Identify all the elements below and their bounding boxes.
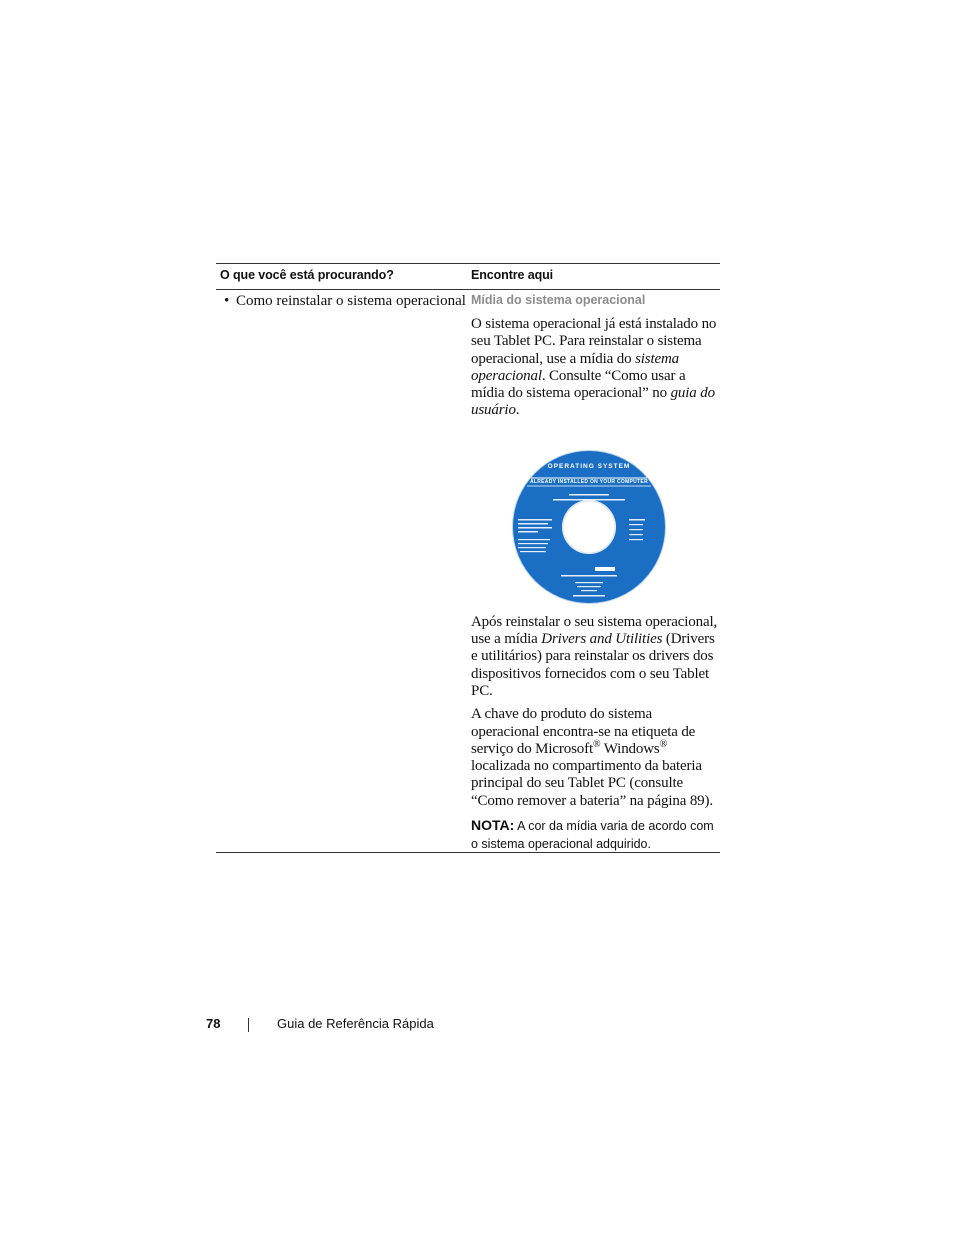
- footer-title: Guia de Referência Rápida: [277, 1016, 434, 1031]
- paragraph-product-key: A chave do produto do sistema operacional encontra-se na etiqueta de serviço do Microsoft® Windows® localizada no compartimento da bateria principal do seu Tablet PC (consulte “Como remover a bateria” na página 89).: [471, 706, 713, 809]
- bullet-icon: •: [224, 293, 230, 309]
- disc-banner: ALREADY INSTALLED ON YOUR COMPUTER: [530, 478, 648, 485]
- disc-top-label: OPERATING SYSTEM: [547, 462, 631, 470]
- paragraph-after-reinstall: Após reinstalar o seu sistema operacional, use a mídia Drivers and Utilities (Drivers e utilitários) para reinstalar os drivers dos dispositivos fornecidos com o seu Tablet PC.: [471, 613, 718, 699]
- header-what-looking-for: O que você está procurando?: [220, 268, 394, 282]
- item-reinstall-os: Como reinstalar o sistema operacional: [236, 293, 466, 309]
- note-label: NOTA:: [471, 817, 515, 834]
- page-number: 78: [206, 1016, 221, 1031]
- paragraph-os-installed: O sistema operacional já está instalado no seu Tablet PC. Para reinstalar o sistema operacional, use a mídia do sistema operacional. Consulte “Como usar a mídia do sistema operacional” no guia do usuário.: [471, 316, 717, 419]
- left-cell: [224, 293, 466, 310]
- note: [471, 816, 719, 853]
- os-media-disc-image: [511, 449, 667, 605]
- table-header: [216, 264, 720, 290]
- note-text: A cor da mídia varia de acordo com o sistema operacional adquirido.: [471, 819, 714, 852]
- disc-icon: [511, 449, 667, 605]
- media-heading: Mídia do sistema operacional: [471, 293, 646, 307]
- right-cell: [471, 293, 719, 853]
- reference-table: [216, 263, 720, 853]
- header-find-here: Encontre aqui: [471, 268, 554, 282]
- table-row: [216, 290, 720, 852]
- footer-separator: [248, 1018, 249, 1032]
